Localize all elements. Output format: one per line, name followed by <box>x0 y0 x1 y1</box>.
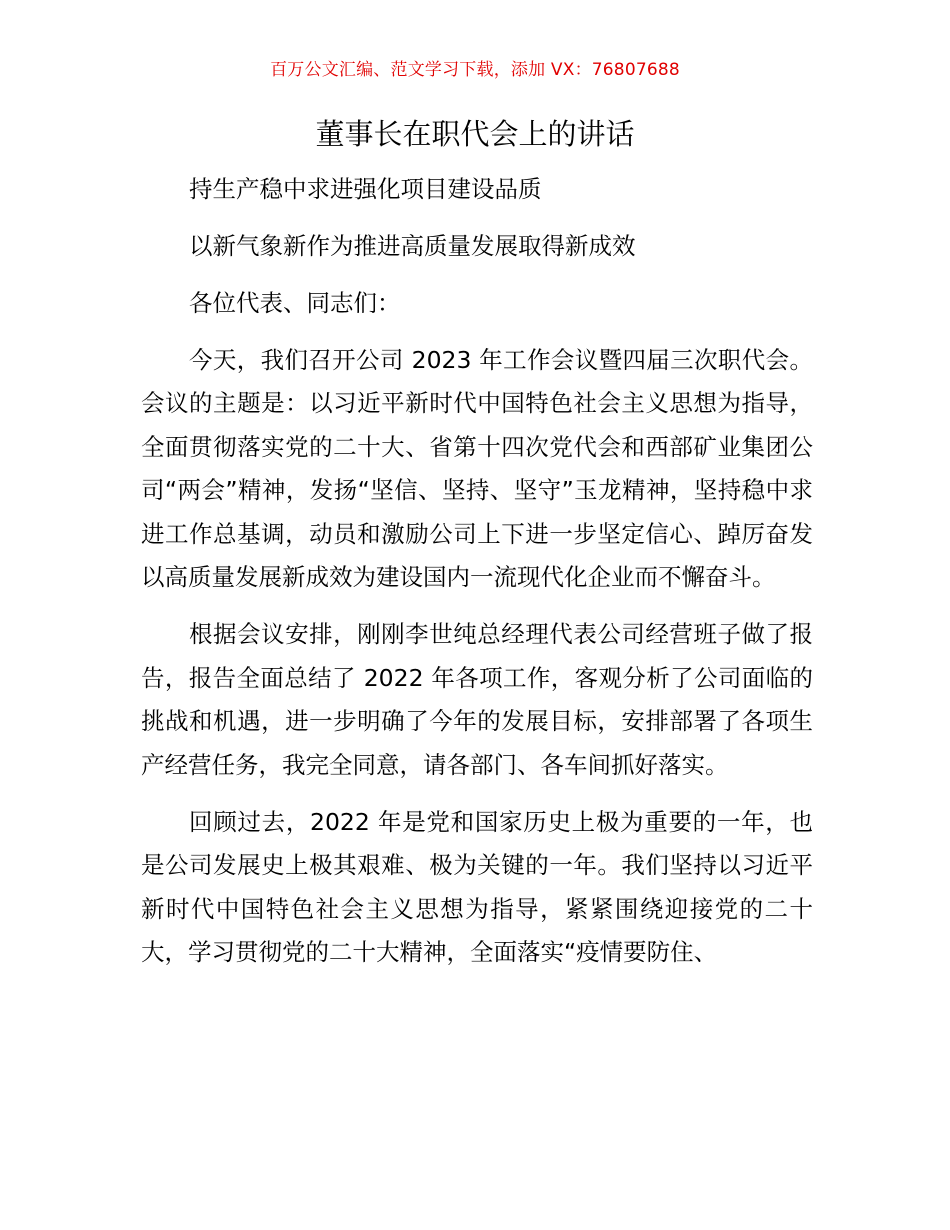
subtitle-line-1: 持生产稳中求进强化项目建设品质 <box>189 175 542 203</box>
body-paragraph-3: 回顾过去，2022 年是党和国家历史上极为重要的一年，也是公司发展史上极其艰难、极为关键的一年。我们坚持以习近平新时代中国特色社会主义思想为指导，紧紧围绕迎接党的二十大，学习贯彻党的二十大精神，全面落实“疫情要防住、 <box>141 808 813 967</box>
header-watermark-note: 百万公文汇编、范文学习下载，添加 VX：76807688 <box>270 60 680 80</box>
subtitle-line-2: 以新气象新作为推进高质量发展取得新成效 <box>189 232 636 260</box>
body-paragraph-2: 根据会议安排，刚刚李世纯总经理代表公司经营班子做了报告，报告全面总结了 2022 年各项工作，客观分析了公司面临的挑战和机遇，进一步明确了今年的发展目标，安排部署了各项生产经营任务，我完全同意，请各部门、各车间抓好落实。 <box>141 620 813 779</box>
salutation: 各位代表、同志们： <box>189 289 401 317</box>
document-body <box>141 168 813 989</box>
document-title: 董事长在职代会上的讲话 <box>315 117 635 151</box>
body-paragraph-1: 今天，我们召开公司 2023 年工作会议暨四届三次职代会。会议的主题是：以习近平新时代中国特色社会主义思想为指导，全面贯彻落实党的二十大、省第十四次党代会和西部矿业集团公司“两会”精神，发扬“坚信、坚持、坚守”玉龙精神，坚持稳中求进工作总基调，动员和激励公司上下进一步坚定信心、踔厉奋发以高质量发展新成效为建设国内一流现代化企业而不懈奋斗。 <box>141 346 813 592</box>
